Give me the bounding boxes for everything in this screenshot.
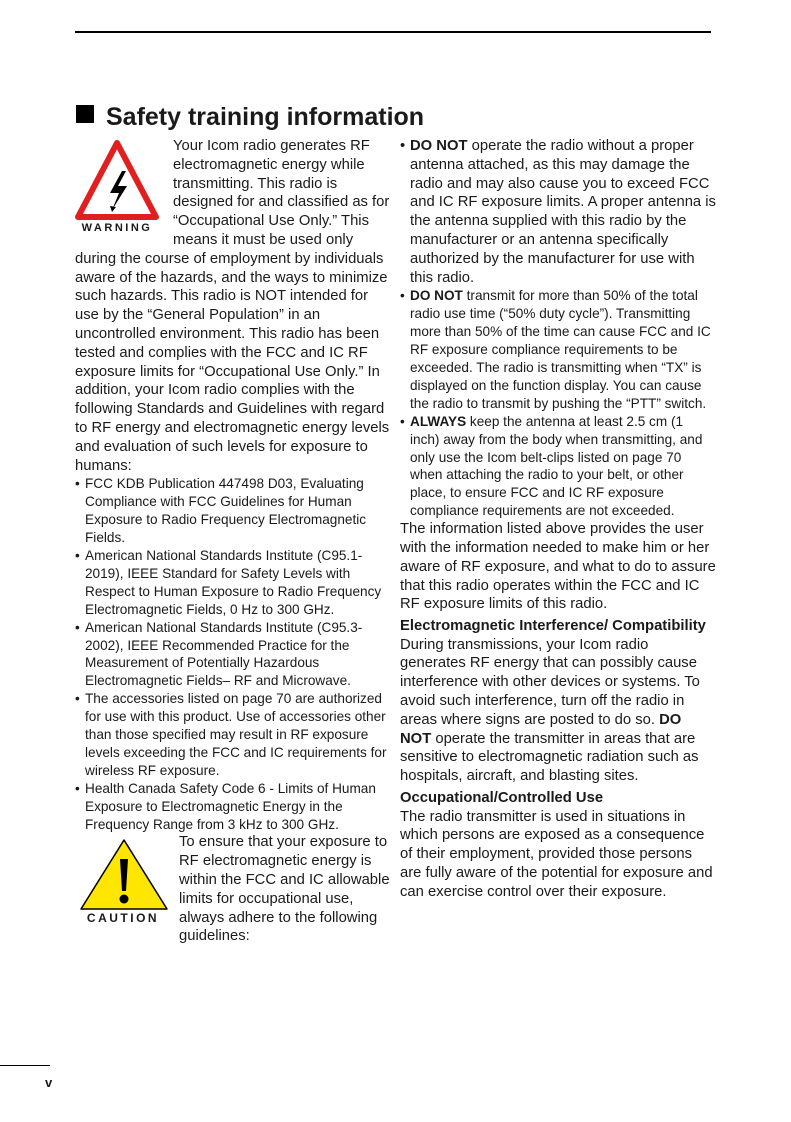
warning-label: WARNING: [81, 222, 153, 234]
guideline-text: keep the antenna at least 2.5 cm (1 inch) away from the body when transmitting, and only use the Icom belt-clips listed on page 70 when attaching the radio to your belt, or other place, to ensure FCC and IC RF exposure compliance requirements are not exceeded.: [410, 413, 703, 519]
standards-list: [75, 475, 393, 833]
emi-text-start: During transmissions, your Icom radio generates RF energy that can possibly cause interference with other devices or systems. To avoid such interference, turn off the radio in areas where signs are posted to do so.: [400, 636, 700, 728]
guideline-item: [400, 137, 716, 287]
guideline-item: [400, 413, 716, 520]
emi-text-end: operate the transmitter in areas that are sensitive to electromagnetic radiation such as hospitals, aircraft, and blasting sites.: [400, 730, 699, 785]
section-heading-text: Safety training information: [106, 103, 425, 131]
caution-paragraph: To ensure that your exposure to RF electromagnetic energy is within the FCC and IC allowable limits for occupational use, always adhere to the following guidelines:: [179, 834, 390, 945]
info-paragraph: The information listed above provides the user with the information needed to make him or her aware of RF exposure, and what to do to assure that this radio operates within the FCC and IC RF exposure limits of this radio.: [400, 521, 716, 613]
guideline-text: transmit for more than 50% of the total radio use time (“50% duty cycle”). Transmitting more than 50% of the time can cause FCC and IC RF exposure compliance requirements to be exceeded. The radio is transmitting when “TX” is displayed on the function display. You can cause the radio to transmit by pushing the “PTT” switch.: [410, 288, 711, 411]
exclamation-caution-icon: [78, 837, 170, 911]
caution-symbol: [75, 837, 175, 933]
guideline-text: operate the radio without a proper antenna attached, as this may damage the radio and may also cause you to exceed FCC and IC RF exposure limits. A proper antenna is the antenna supplied with this radio by the manufacturer or an antenna specifically authorized by the manufacturer for use with this radio.: [410, 138, 716, 286]
standards-list-item: • American National Standards Institute (C95.3-2002), IEEE Recommended Practice for the Measurement of Potentially Hazardous Electromagnetic Fields– RF and Microwave.: [75, 619, 393, 691]
guideline-keyword: ALWAYS: [410, 413, 467, 429]
footer-rule: [0, 1065, 50, 1066]
left-column: [75, 137, 393, 946]
occupational-paragraph: The radio transmitter is used in situations in which persons are exposed as a consequence of their employment, provided those persons are fully aware of the potential for exposure and can exercise control over their exposure.: [400, 808, 713, 900]
emi-heading: Electromagnetic Interference/ Compatibility: [400, 618, 706, 635]
top-rule: [75, 31, 711, 33]
emi-keyword: DO NOT: [400, 711, 682, 747]
guideline-keyword: DO NOT: [410, 288, 463, 304]
standards-list-item: • The accessories listed on page 70 are authorized for use with this product. Use of accessories other than those specified may result in RF exposure levels exceeding the FCC and IC requirements for wireless RF exposure.: [75, 690, 393, 780]
high-voltage-warning-icon: [75, 139, 159, 221]
standards-list-item: • FCC KDB Publication 447498 D03, Evaluating Compliance with FCC Guidelines for Human Exposure to Radio Frequency Electromagnetic Fields.: [75, 475, 393, 547]
emi-paragraph: [400, 636, 716, 786]
guideline-item: [400, 287, 716, 412]
warning-symbol: [75, 137, 167, 236]
occupational-heading: Occupational/Controlled Use: [400, 790, 604, 807]
square-bullet-icon: [76, 105, 94, 123]
section-heading: [76, 101, 424, 133]
right-column: [400, 137, 716, 902]
guidelines-list: [400, 137, 716, 520]
standards-list-item: • American National Standards Institute (C95.1-2019), IEEE Standard for Safety Levels with Respect to Human Exposure to Radio Frequency Electromagnetic Fields, 0 Hz to 300 GHz.: [75, 547, 393, 619]
guideline-keyword: DO NOT: [410, 138, 468, 154]
standards-list-item: • Health Canada Safety Code 6 - Limits of Human Exposure to Electromagnetic Energy in the Frequency Range from 3 kHz to 300 GHz.: [75, 780, 393, 834]
page-number: v: [45, 1075, 53, 1090]
intro-paragraph: Your Icom radio generates RF electromagnetic energy while transmitting. This radio is designed for and classified as for “Occupational Use Only.” This means it must be used only during the course of employment by individuals aware of the hazards, and the ways to minimize such hazards. This radio is NOT intended for use by the “General Population” in an uncontrolled environment. This radio has been tested and complies with the FCC and IC RF exposure limits for “Occupational Use Only.” In addition, your Icom radio complies with the following Standards and Guidelines with regard to RF energy and electromagnetic energy levels and evaluation of such levels for exposure to humans:: [75, 138, 390, 474]
caution-label: CAUTION: [86, 911, 160, 926]
